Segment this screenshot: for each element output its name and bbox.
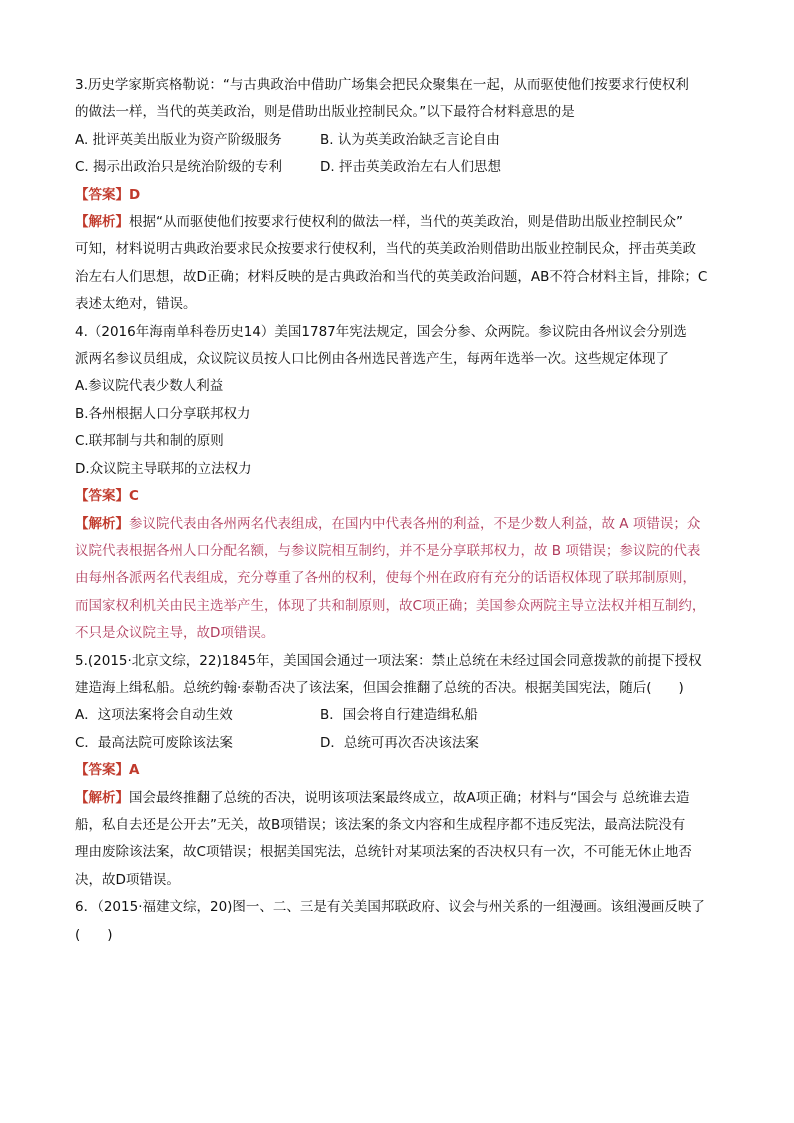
q5-options-row-1 xyxy=(75,702,725,729)
q5-answer-value: A xyxy=(129,762,140,779)
q5-option-b: B．国会将自行建造缉私船 xyxy=(320,707,478,724)
q5-analysis-line-1 xyxy=(75,785,725,812)
q4-option-c: C.联邦制与共和制的原则 xyxy=(75,433,224,450)
q3-analysis-line-3: 治左右人们思想，故D正确；材料反映的是古典政治和当代的英美政治问题，AB不符合材料主旨，排除；C xyxy=(75,268,708,285)
q4-answer-tag: 【答案】 xyxy=(75,488,129,505)
q3-analysis-line-4: 表述太绝对，错误。 xyxy=(75,296,197,313)
q3-analysis-line-2: 可知，材料说明古典政治要求民众按要求行使权利，当代的英美政治则借助出版业控制民众，抨击英美政 xyxy=(75,241,696,258)
q4-answer xyxy=(75,483,725,510)
q5-analysis-line-4: 决，故D项错误。 xyxy=(75,871,180,888)
q4-analysis-text-1: 参议院代表由各州两名代表组成，在国内中代表各州的利益，不是少数人利益，故 A 项错误；众 xyxy=(129,515,701,532)
q3-analysis-text-1: 根据“从而驱使他们按要求行使权利的做法一样，当代的英美政治，则是借助出版业控制民众” xyxy=(129,214,683,231)
q3-option-a: A. 批评英美出版业为资产阶级服务 xyxy=(75,131,282,148)
q5-option-a: A．这项法案将会自动生效 xyxy=(75,707,233,724)
q4-option-b: B.各州根据人口分享联邦权力 xyxy=(75,405,251,422)
q6-stem-line-2: ( ) xyxy=(75,926,113,943)
document-page xyxy=(75,72,725,949)
question-4 xyxy=(75,319,725,648)
q3-stem-line-1: 3.历史学家斯宾格勒说：“与古典政治中借助广场集会把民众聚集在一起，从而驱使他们按要求行使权利 xyxy=(75,77,689,93)
q5-option-c: C．最高法院可废除该法案 xyxy=(75,734,233,751)
q3-answer-tag: 【答案】 xyxy=(75,186,129,203)
q4-answer-value: C xyxy=(129,488,139,505)
question-5 xyxy=(75,648,725,895)
q3-option-d: D. 抨击英美政治左右人们思想 xyxy=(320,159,501,176)
q5-stem-line-2: 建造海上缉私船。总统约翰·泰勒否决了该法案，但国会推翻了总统的否决。根据美国宪法，随后( ) xyxy=(75,679,684,696)
q4-option-a: A.参议院代表少数人利益 xyxy=(75,378,224,395)
q5-analysis-line-3: 理由废除该法案，故C项错误；根据美国宪法，总统针对某项法案的否决权只有一次，不可能无休止地否 xyxy=(75,844,692,861)
q3-analysis-line-1 xyxy=(75,209,725,236)
q4-analysis-line-3: 由每州各派两名代表组成，充分尊重了各州的权利，使每个州在政府有充分的话语权体现了联邦制原则， xyxy=(75,570,696,587)
q4-analysis-line-1 xyxy=(75,511,725,538)
q4-stem-line-2: 派两名参议员组成，众议院议员按人口比例由各州选民普选产生，每两年选举一次。这些规定体现了 xyxy=(75,351,669,368)
q5-stem-line-1: 5.(2015·北京文综，22)1845年，美国国会通过一项法案：禁止总统在未经过国会同意拨款的前提下授权 xyxy=(75,652,702,669)
q3-analysis-tag: 【解析】 xyxy=(75,214,129,231)
q4-analysis-line-4: 而国家权利机关由民主选举产生，体现了共和制原则，故C项正确；美国参众两院主导立法权并相互制约， xyxy=(75,597,706,614)
question-3 xyxy=(75,72,725,319)
q4-option-d: D.众议院主导联邦的立法权力 xyxy=(75,460,252,477)
q4-analysis-line-5: 不只是众议院主导，故D项错误。 xyxy=(75,625,275,642)
q3-option-c: C. 揭示出政治只是统治阶级的专利 xyxy=(75,159,283,176)
q5-option-d: D．总统可再次否决该法案 xyxy=(320,734,479,751)
q3-answer-value: D xyxy=(129,186,141,203)
question-6 xyxy=(75,894,725,949)
q4-analysis-line-2: 议院代表根据各州人口分配名额，与参议院相互制约，并不是分享联邦权力，故 B 项错误；参议院的代表 xyxy=(75,542,701,559)
q3-options-row-1 xyxy=(75,127,725,154)
q4-stem-line-1: 4.（2016年海南单科卷历史14）美国1787年宪法规定，国会分参、众两院。参议院由各州议会分别选 xyxy=(75,323,687,340)
q5-analysis-tag: 【解析】 xyxy=(75,789,129,806)
q3-options-row-2 xyxy=(75,154,725,181)
q5-answer xyxy=(75,757,725,784)
q5-options-row-2 xyxy=(75,730,725,757)
q6-stem-line-1: 6．（2015·福建文综，20)图一、二、三是有关美国邦联政府、议会与州关系的一组漫画。该组漫画反映了 xyxy=(75,899,705,916)
q4-analysis-tag: 【解析】 xyxy=(75,515,129,532)
q5-answer-tag: 【答案】 xyxy=(75,762,129,779)
q3-option-b: B. 认为英美政治缺乏言论自由 xyxy=(320,131,500,148)
q5-analysis-line-2: 船，私自去还是公开去”无关，故B项错误；该法案的条文内容和生成程序都不违反宪法，最高法院没有 xyxy=(75,816,686,833)
q5-analysis-text-1: 国会最终推翻了总统的否决，说明该项法案最终成立，故A项正确；材料与“国会与 总统谁去造 xyxy=(129,789,690,806)
q3-stem-line-2: 的做法一样，当代的英美政治，则是借助出版业控制民众。”以下最符合材料意思的是 xyxy=(75,104,575,121)
q3-answer xyxy=(75,182,725,209)
